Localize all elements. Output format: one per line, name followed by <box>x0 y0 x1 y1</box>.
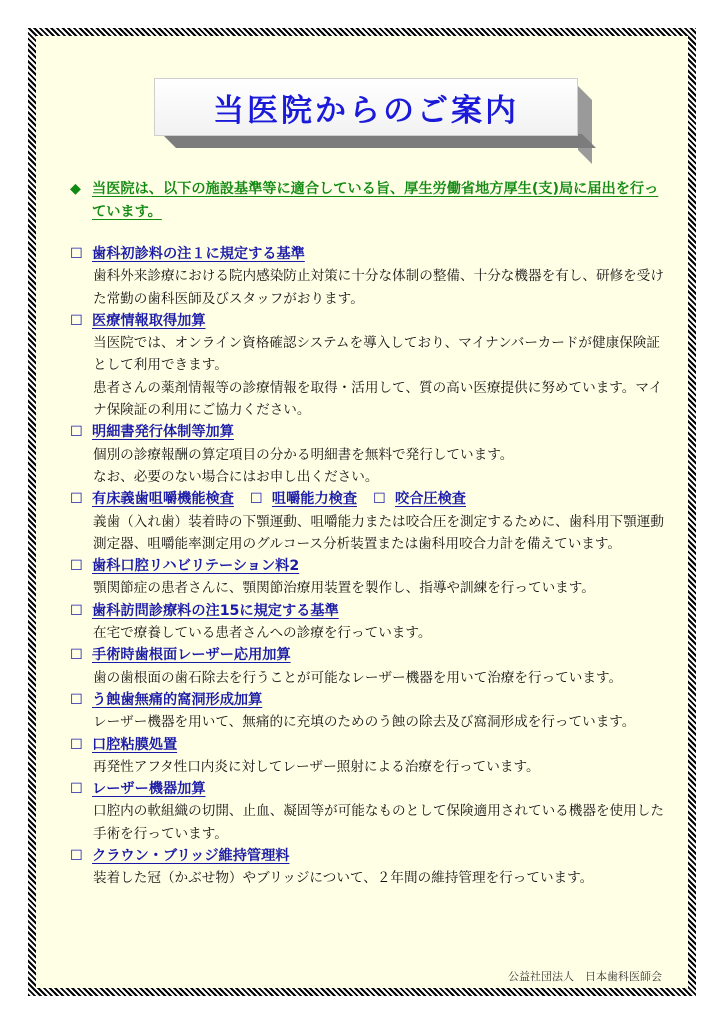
item-description <box>70 444 664 489</box>
heading-label: クラウン・ブリッジ維持管理料 <box>92 848 290 865</box>
list-item <box>70 644 664 689</box>
heading-part <box>70 243 305 265</box>
item-heading <box>70 555 664 577</box>
page-title: 当医院からのご案内 <box>213 92 519 129</box>
intro-text: 当医院は、以下の施設基準等に適合している旨、厚生労働省地方厚生(支)局に届出を行っています。 <box>92 181 659 220</box>
item-description <box>70 867 664 889</box>
item-description <box>70 265 664 310</box>
title-banner-shadow-right <box>578 86 592 164</box>
heading-part <box>70 734 177 756</box>
description-paragraph: 顎関節症の患者さんに、顎関節治療用装置を製作し、指導や訓練を行っています。 <box>93 580 595 597</box>
item-description <box>70 667 664 689</box>
item-description <box>70 577 664 599</box>
item-heading <box>70 600 664 622</box>
list-item <box>70 734 664 779</box>
description-paragraph: なお、必要のない場合にはお申し出ください。 <box>93 468 379 485</box>
checkbox-icon: ☐ <box>70 424 83 441</box>
heading-part <box>70 310 206 332</box>
list-item <box>70 421 664 488</box>
heading-part <box>70 600 339 622</box>
checkbox-icon: ☐ <box>70 781 83 798</box>
heading-part <box>250 488 357 510</box>
heading-part <box>70 689 262 711</box>
heading-label: レーザー機器加算 <box>92 781 206 798</box>
heading-label: 明細書発行体制等加算 <box>92 424 234 441</box>
item-description <box>70 711 664 733</box>
list-item <box>70 845 664 890</box>
list-item <box>70 600 664 645</box>
heading-part <box>373 488 466 510</box>
intro-notice <box>70 178 662 224</box>
description-paragraph: 歯科外来診療における院内感染防止対策に十分な体制の整備、十分な機器を有し、研修を受けた常勤の歯科医師及びスタッフがおります。 <box>93 268 664 307</box>
title-banner-shadow-bottom <box>162 134 596 148</box>
item-description <box>70 511 664 556</box>
item-description <box>70 332 664 421</box>
diamond-bullet-icon: ◆ <box>70 181 81 197</box>
item-heading <box>70 778 664 800</box>
checkbox-icon: ☐ <box>70 848 83 865</box>
heading-label: 医療情報取得加算 <box>92 312 206 329</box>
description-paragraph: 在宅で療養している患者さんへの診療を行っています。 <box>93 625 432 642</box>
checkbox-icon: ☐ <box>249 491 263 508</box>
heading-label: 咀嚼能力検査 <box>271 491 358 508</box>
list-item <box>70 555 664 600</box>
description-paragraph: 再発性アフタ性口内炎に対してレーザー照射による治療を行っています。 <box>93 758 540 775</box>
footer-org: 公益社団法人 日本歯科医師会 <box>508 970 662 983</box>
checkbox-icon: ☐ <box>70 647 83 664</box>
checkbox-icon: ☐ <box>70 558 83 575</box>
heading-label: 口腔粘膜処置 <box>92 736 178 753</box>
description-paragraph: 個別の診療報酬の算定項目の分かる明細書を無料で発行しています。 <box>93 446 514 463</box>
heading-part <box>70 488 234 510</box>
list-item <box>70 310 664 421</box>
heading-label: 咬合圧検査 <box>395 491 466 508</box>
item-description <box>70 800 664 845</box>
checkbox-icon: ☐ <box>70 691 83 708</box>
title-banner <box>154 78 590 142</box>
title-box <box>154 78 578 136</box>
heading-label: 手術時歯根面レーザー応用加算 <box>92 647 291 664</box>
item-heading <box>70 310 664 332</box>
checkbox-icon: ☐ <box>70 491 83 508</box>
checkbox-icon: ☐ <box>70 602 83 619</box>
description-paragraph: 装着した冠（かぶせ物）やブリッジについて、２年間の維持管理を行っています。 <box>93 870 594 887</box>
heading-label: 歯科訪問診療料の注15に規定する基準 <box>92 602 339 619</box>
checkbox-icon: ☐ <box>70 312 83 329</box>
description-paragraph: 歯の歯根面の歯石除去を行うことが可能なレーザー機器を用いて治療を行っています。 <box>93 669 623 686</box>
heading-part <box>70 644 291 666</box>
item-description <box>70 622 664 644</box>
description-paragraph: レーザー機器を用いて、無痛的に充填のためのう蝕の除去及び窩洞形成を行っています。 <box>93 714 636 731</box>
item-heading <box>70 689 664 711</box>
heading-label: 有床義歯咀嚼機能検査 <box>92 491 234 508</box>
item-heading <box>70 734 664 756</box>
checkbox-icon: ☐ <box>373 491 386 508</box>
heading-part <box>70 778 206 800</box>
heading-label: 歯科口腔リハビリテーション料2 <box>92 558 300 575</box>
item-heading <box>70 421 664 443</box>
list-item <box>70 488 664 555</box>
list-item <box>70 689 664 734</box>
item-heading <box>70 644 664 666</box>
description-paragraph: 口腔内の軟組織の切開、止血、凝固等が可能なものとして保険適用されている機器を使用した手術を行っています。 <box>93 803 664 842</box>
heading-part <box>70 845 290 867</box>
heading-part <box>70 555 299 577</box>
item-heading <box>70 243 664 265</box>
item-heading <box>70 845 664 867</box>
checkbox-icon: ☐ <box>70 246 83 262</box>
list-item <box>70 243 664 310</box>
description-paragraph: 患者さんの薬剤情報等の診療情報を取得・活用して、質の高い医療提供に努めています。マイナ保険証の利用にご協力ください。 <box>93 379 663 419</box>
heading-label: う蝕歯無痛的窩洞形成加算 <box>92 691 263 708</box>
description-paragraph: 義歯（入れ歯）装着時の下顎運動、咀嚼能力または咬合圧を測定するために、歯科用下顎運動測定器、咀嚼能率測定用のグルコース分析装置または歯科用咬合力計を備えています。 <box>93 513 664 552</box>
heading-label: 歯科初診料の注１に規定する基準 <box>92 246 305 262</box>
item-heading <box>70 488 664 510</box>
checkbox-icon: ☐ <box>70 736 83 753</box>
list-item <box>70 778 664 845</box>
heading-part <box>70 421 234 443</box>
standards-list <box>70 243 664 890</box>
description-paragraph: 当医院では、オンライン資格確認システムを導入しており、マイナンバーカードが健康保険証として利用できます。 <box>93 335 660 374</box>
item-description <box>70 756 664 778</box>
